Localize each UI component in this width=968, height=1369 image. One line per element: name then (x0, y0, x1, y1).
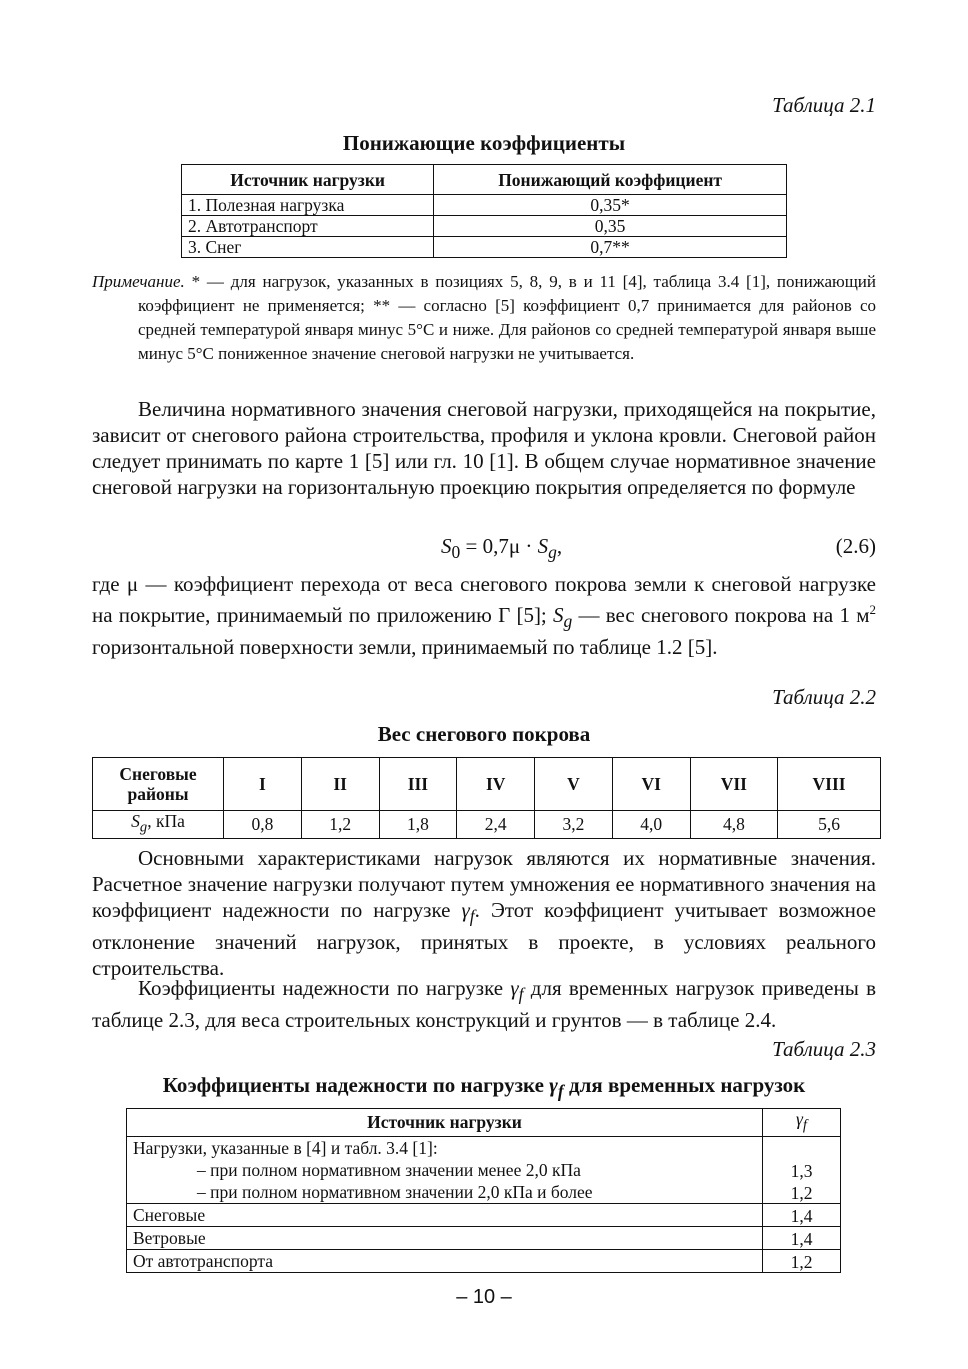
formula: $S_0 = 0,7\mu \cdot S_g$, (441, 534, 563, 563)
table-cell: От автотранспорта (127, 1249, 763, 1272)
table-cell: – при полном нормативном значении менее 2,0 кПа (127, 1159, 763, 1181)
table-cell: 1,2 (301, 811, 379, 839)
column-header: VII (690, 758, 778, 811)
note-text: * — для нагрузок, указанных в позициях 5, 8, 9, в и 11 [4], таблица 3.4 [1], понижающий коэффициент не применяется; ** — согласно [5] коэффициент 0,7 принимается для районов со средней температурой января минус 5°С и ниже. Для районов со средней температурой января выше минус 5°С пониженное значение снеговой нагрузки не учитывается. (138, 272, 876, 363)
table-row (182, 195, 787, 216)
table-title: Вес снегового покрова (377, 722, 591, 746)
table-cell: 2. Автотранспорт (182, 216, 434, 237)
table-row (127, 1249, 841, 1272)
table-caption: Таблица 2.1 (772, 93, 876, 117)
table-cell: 1,3 (763, 1159, 841, 1181)
table-row (182, 216, 787, 237)
table-cell: 3. Снег (182, 237, 434, 258)
table-cell: 4,0 (612, 811, 690, 839)
table-title: Коэффициенты надежности по нагрузке $\gamma_f$ для временных нагрузок (162, 1073, 806, 1102)
body-paragraph: Основными характеристиками нагрузок являются их нормативные значения. Расчетное значение нагрузки получают путем умножения ее нормативного значения на коэффициент надежности по нагрузке $\gamma_f$. Этот коэффициент учитывает возможное отклонение значений нагрузок, принятых в проекте, в условиях реального строительства. (92, 846, 876, 981)
body-paragraph: где μ — коэффициент перехода от веса снегового покрова земли к снеговой нагрузке на покрытие, принимаемый по приложению Г [5]; $S_g$ — вес снегового покрова на 1 $м^2$ горизонтальной поверхности земли, принимаемый по таблице 1.2 [5]. (92, 572, 876, 660)
table-caption: Таблица 2.3 (772, 1037, 876, 1061)
snow-weight-table (92, 757, 881, 839)
page-number: – 10 – (456, 1286, 512, 1308)
column-header: Источник нагрузки (127, 1109, 763, 1137)
body-paragraph: Величина нормативного значения снеговой нагрузки, приходящейся на покрытие, зависит от снегового района строительства, профиля и уклона кровли. Снеговой район следует принимать по карте 1 [5] или гл. 10 [1]. В общем случае нормативное значение снеговой нагрузки на горизонтальную проекцию покрытия определяется по формуле (92, 397, 876, 499)
column-header: VI (612, 758, 690, 811)
table-cell: 3,2 (535, 811, 613, 839)
column-header: V (535, 758, 613, 811)
column-header: II (301, 758, 379, 811)
table-row (182, 237, 787, 258)
table-cell: Снеговые (127, 1203, 763, 1226)
table-cell: 1,2 (763, 1249, 841, 1272)
table-row (127, 1136, 841, 1159)
table-cell: 0,35* (434, 195, 787, 216)
table-cell: 0,7** (434, 237, 787, 258)
column-header: VIII (778, 758, 881, 811)
row-header: Снеговые районы (93, 758, 224, 811)
table-cell: 1,4 (763, 1226, 841, 1249)
note-label: Примечание. (92, 272, 185, 291)
table-cell: 1,8 (379, 811, 457, 839)
formula-number: (2.6) (835, 534, 876, 558)
body-paragraph: Коэффициенты надежности по нагрузке $\gamma_f$ для временных нагрузок приведены в таблице 2.3, для веса строительных конструкций и грунтов — в таблице 2.4. (92, 976, 876, 1033)
table-header-row (93, 758, 881, 811)
table-cell: 0,35 (434, 216, 787, 237)
table-cell: 2,4 (457, 811, 535, 839)
column-header: I (224, 758, 302, 811)
table-header-row (182, 165, 787, 195)
table-note (92, 270, 876, 366)
table-row (127, 1203, 841, 1226)
table-cell: 5,6 (778, 811, 881, 839)
table-header-row (127, 1109, 841, 1137)
table-cell: 4,8 (690, 811, 778, 839)
table-cell: 1,4 (763, 1203, 841, 1226)
table-cell: Ветровые (127, 1226, 763, 1249)
table-row (127, 1226, 841, 1249)
column-header: $\gamma_f$ (763, 1109, 841, 1137)
table-title: Понижающие коэффициенты (342, 131, 626, 155)
row-label: $S_g$, кПа (93, 811, 224, 839)
reduction-coefficients-table (181, 164, 787, 258)
table-row (93, 811, 881, 839)
column-header: Понижающий коэффициент (434, 165, 787, 195)
reliability-coefficients-table (126, 1108, 841, 1273)
table-cell: 1. Полезная нагрузка (182, 195, 434, 216)
column-header: III (379, 758, 457, 811)
column-header: Источник нагрузки (182, 165, 434, 195)
table-caption: Таблица 2.2 (772, 685, 876, 709)
table-row (127, 1181, 841, 1204)
table-cell (763, 1136, 841, 1159)
table-cell: – при полном нормативном значении 2,0 кПа и более (127, 1181, 763, 1204)
table-cell: Нагрузки, указанные в [4] и табл. 3.4 [1]: (127, 1136, 763, 1159)
column-header: IV (457, 758, 535, 811)
table-cell: 1,2 (763, 1181, 841, 1204)
table-row (127, 1159, 841, 1181)
table-cell: 0,8 (224, 811, 302, 839)
